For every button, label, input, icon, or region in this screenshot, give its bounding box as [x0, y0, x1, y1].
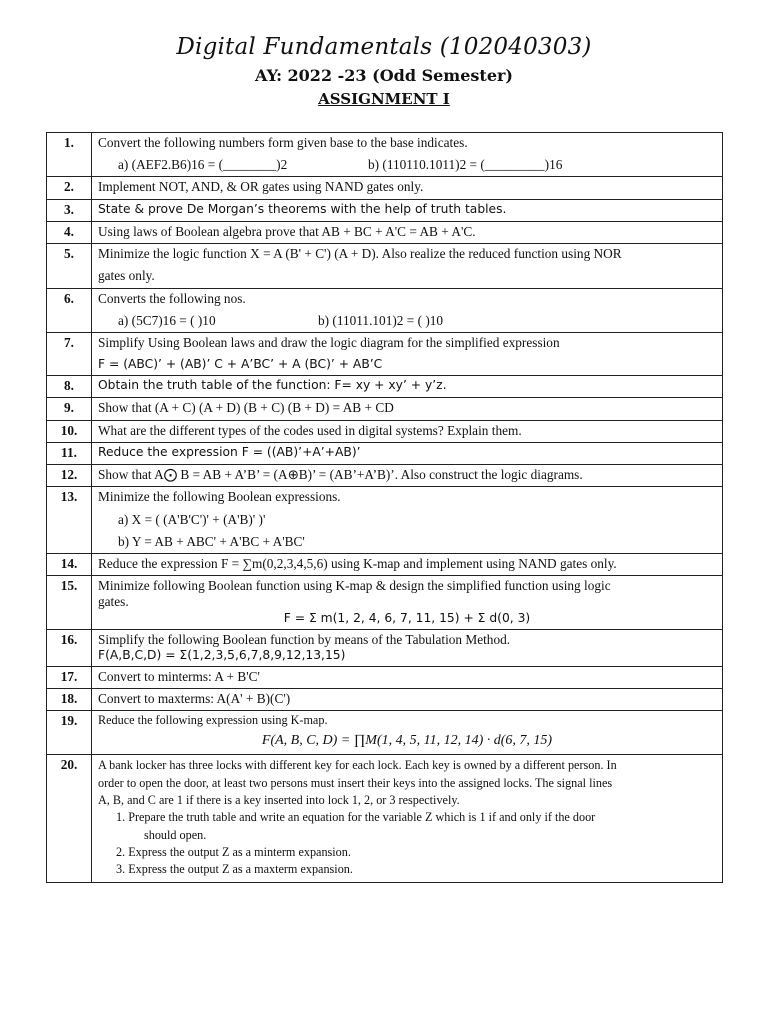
question-row	[47, 133, 723, 177]
question-text: Convert to minterms: A + B'C'	[92, 666, 723, 688]
question-row	[47, 487, 723, 554]
sub-question-a: a) (5C7)16 = ( )10	[118, 312, 216, 328]
question-text: Obtain the truth table of the function: F= xy + xy’ + y’z.	[92, 376, 723, 398]
question-row	[47, 288, 723, 332]
question-row	[47, 689, 723, 711]
question-number: 7.	[47, 332, 92, 375]
question-number: 15.	[47, 576, 92, 629]
question-row	[47, 376, 723, 398]
questions-table	[46, 132, 723, 883]
question-number: 19.	[47, 711, 92, 755]
question-row	[47, 177, 723, 199]
academic-year: AY: 2022 -23 (Odd Semester)	[255, 66, 513, 85]
question-text: What are the different types of the codes used in digital systems? Explain them.	[92, 420, 723, 442]
question-row	[47, 199, 723, 221]
question-row	[47, 553, 723, 575]
document-title: Digital Fundamentals (102040303)	[176, 34, 592, 60]
question-text: Reduce the expression F = ∑m(0,2,3,4,5,6) using K-map and implement using NAND gates only.	[92, 553, 723, 575]
sub-question-b: b) (110110.1011)2 = (_________)16	[368, 157, 563, 173]
question-number: 5.	[47, 244, 92, 288]
question-row	[47, 221, 723, 243]
sub-question-a: a) X = ( (A'B'C')' + (A'B)' )'	[118, 511, 266, 527]
question-number: 6.	[47, 288, 92, 332]
function-expression: F = Σ m(1, 2, 4, 6, 7, 11, 15) + Σ d(0, 3)	[283, 610, 531, 625]
question-text: Minimize the logic function X = A (B' + C') (A + D). Also realize the reduced function using NOR gates only.	[92, 244, 723, 288]
question-text: State & prove De Morgan’s theorems with the help of truth tables.	[92, 199, 723, 221]
question-row	[47, 244, 723, 288]
question-number: 4.	[47, 221, 92, 243]
question-number: 12.	[47, 465, 92, 487]
question-text: Simplify Using Boolean laws and draw the logic diagram for the simplified expression F = (ABC)’ + (AB)’ C + A’BC’ + A (BC)’ + AB’C	[92, 332, 723, 375]
question-number: 10.	[47, 420, 92, 442]
list-item: should open.	[144, 827, 207, 842]
question-row	[47, 398, 723, 420]
question-text: Reduce the following expression using K-map. F(A, B, C, D) = ∏M(1, 4, 5, 11, 12, 14) · d(6, 7, 15)	[92, 711, 723, 755]
question-number: 16.	[47, 629, 92, 666]
question-text: Simplify the following Boolean function by means of the Tabulation Method. F(A,B,C,D) = Σ(1,2,3,5,6,7,8,9,12,13,15)	[92, 629, 723, 666]
question-row	[47, 755, 723, 882]
sub-question-b: b) (11011.101)2 = ( )10	[318, 312, 444, 328]
question-row	[47, 465, 723, 487]
question-row	[47, 711, 723, 755]
question-text: Using laws of Boolean algebra prove that AB + BC + A'C = AB + A'C.	[92, 221, 723, 243]
sub-question-a: a) (AEF2.B6)16 = (________)2	[118, 157, 288, 173]
question-number: 9.	[47, 398, 92, 420]
question-text: Convert to maxterms: A(A' + B)(C')	[92, 689, 723, 711]
question-number: 3.	[47, 199, 92, 221]
question-text: Minimize the following Boolean expressions. a) X = ( (A'B'C')' + (A'B)' )' b) Y = AB + ABC' + A'BC + A'BC'	[92, 487, 723, 554]
question-number: 18.	[47, 689, 92, 711]
question-row	[47, 576, 723, 629]
question-text: Show that (A + C) (A + D) (B + C) (B + D) = AB + CD	[92, 398, 723, 420]
question-number: 8.	[47, 376, 92, 398]
question-number: 14.	[47, 553, 92, 575]
function-expression: F(A, B, C, D) = ∏M(1, 4, 5, 11, 12, 14) · d(6, 7, 15)	[261, 733, 553, 749]
question-text: Implement NOT, AND, & OR gates using NAND gates only.	[92, 177, 723, 199]
list-item: 1. Prepare the truth table and write an equation for the variable Z which is 1 if and only if the door	[116, 810, 596, 825]
question-number: 11.	[47, 442, 92, 464]
question-number: 20.	[47, 755, 92, 882]
question-text: Convert the following numbers form given base to the base indicates. a) (AEF2.B6)16 = (________)2 b) (110110.1011)2 = (_________)16	[92, 133, 723, 177]
question-row	[47, 629, 723, 666]
question-row	[47, 442, 723, 464]
question-number: 1.	[47, 133, 92, 177]
question-text: Converts the following nos. a) (5C7)16 = ( )10 b) (11011.101)2 = ( )10	[92, 288, 723, 332]
list-item: 3. Express the output Z as a maxterm expansion.	[116, 862, 353, 877]
question-number: 13.	[47, 487, 92, 554]
question-text: Minimize following Boolean function using K-map & design the simplified function using logic gates. F = Σ m(1, 2, 4, 6, 7, 11, 15) + Σ d(0, 3)	[92, 576, 723, 629]
question-number: 2.	[47, 177, 92, 199]
question-row	[47, 420, 723, 442]
question-number: 17.	[47, 666, 92, 688]
question-text: A bank locker has three locks with different key for each lock. Each key is owned by a different person. In order to open the door, at least two persons must insert their keys into the assigned locks. The signal lines A, B, and C are 1 if there is a key inserted into lock 1, 2, or 3 respectively. 1. Prepare the truth table and write an equation for the variable Z which is 1 if and only if the door should open. 2. Express the output Z as a minterm expansion. 3. Express the output Z as a maxterm expansion.	[92, 755, 723, 882]
sub-question-b: b) Y = AB + ABC' + A'BC + A'BC'	[118, 533, 305, 549]
question-text: Show that A⨀ B = AB + A’B’ = (A⊕B)’ = (AB’+A’B)’. Also construct the logic diagrams.	[92, 465, 723, 487]
list-item: 2. Express the output Z as a minterm expansion.	[116, 844, 351, 859]
question-row	[47, 332, 723, 375]
assignment-heading: ASSIGNMENT I	[318, 90, 450, 108]
question-text: Reduce the expression F = ((AB)’+A’+AB)’	[92, 442, 723, 464]
question-row	[47, 666, 723, 688]
